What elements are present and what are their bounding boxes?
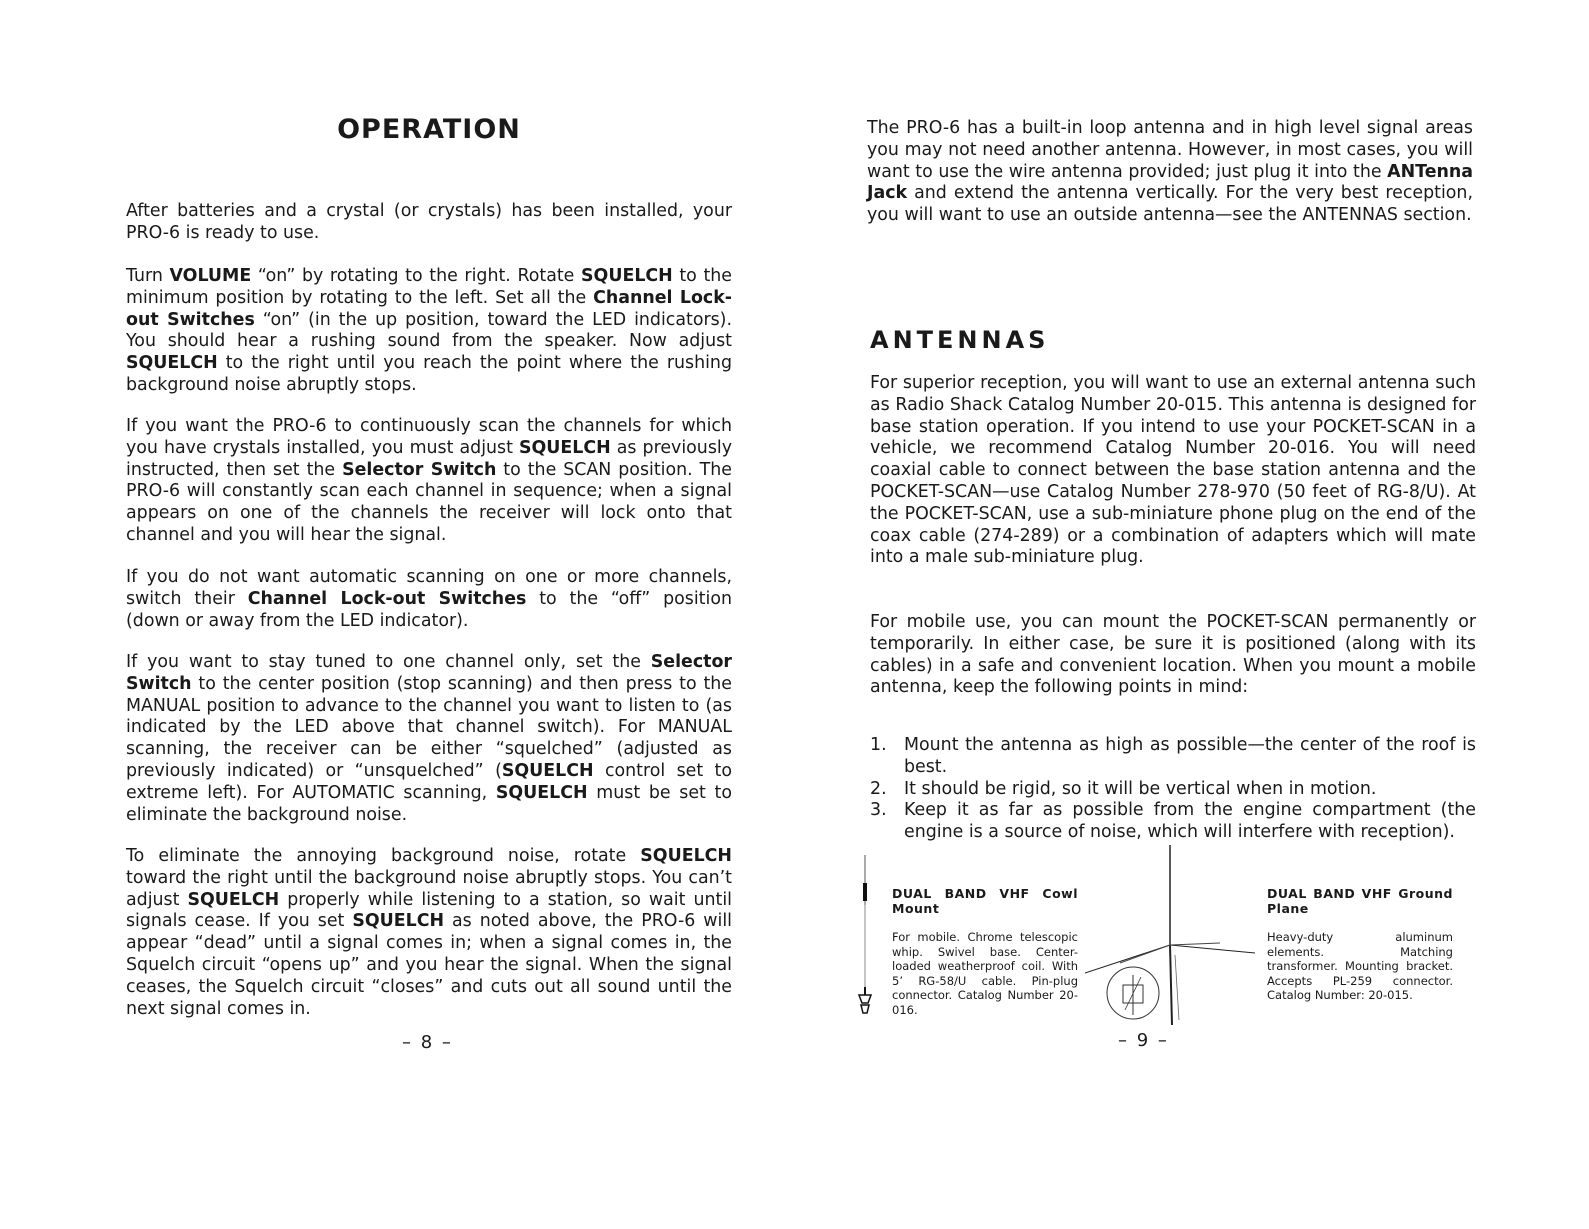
operation-paragraph-6: To eliminate the annoying background noise, rotate SQUELCH toward the right until the background noise abruptly stops. You can’t adjust SQUELCH properly while listening to a station, so wait until signals cease. If you set SQUELCH as noted above, the PRO-6 will appear “dead” until a signal comes in; when a signal comes in, the Squelch circuit “opens up” and you hear the signal. When the signal ceases, the Squelch circuit “closes” and cuts out all sound until the next signal comes in. — [126, 846, 732, 1019]
page-number-right: – 9 – — [1118, 1030, 1169, 1051]
caption-ground-plane-title: DUAL BAND VHF Ground Plane — [1267, 886, 1453, 916]
list-item — [870, 735, 1476, 779]
antennas-paragraph-1: For superior reception, you will want to use an external antenna such as Radio Shack Catalog Number 20-015. This antenna is designed for base station operation. If you intend to use your POCKET-SCAN in a vehicle, we recommend Catalog Number 20-016. You will need coaxial cable to connect between the base station antenna and the POCKET-SCAN—use Catalog Number 278-970 (50 feet of RG-8/U). At the POCKET-SCAN, use a sub-miniature phone plug on the end of the coax cable (274-289) or a combination of adapters which will mate into a male sub-miniature plug. — [870, 373, 1476, 568]
operation-paragraph-3: If you want the PRO-6 to continuously scan the channels for which you have crystals installed, you must adjust SQUELCH as previously instructed, then set the Selector Switch to the SCAN position. The PRO-6 will constantly scan each channel in sequence; when a signal appears on one of the channels the receiver will lock onto that channel and you will hear the signal. — [126, 416, 733, 545]
caption-cowl-mount-body: For mobile. Chrome telescopic whip. Swivel base. Center-loaded weatherproof coil. With 5’ RG-58/U cable. Pin-plug connector. Catalog Number 20-016. — [892, 930, 1078, 1017]
list-number: 1. — [870, 735, 887, 755]
operation-paragraph-2: Turn VOLUME “on” by rotating to the right. Rotate SQUELCH to the minimum position by rotating to the left. Set all the Channel Lock-out Switches “on” (in the up position, toward the LED indicators). You should hear a rushing sound from the speaker. Now adjust SQUELCH to the right until you reach the point where the rushing background noise abruptly stops. — [126, 266, 733, 395]
list-text: Keep it as far as possible from the engine compartment (the engine is a source of noise, which will interfere with reception). — [904, 800, 1476, 843]
caption-cowl-mount — [892, 886, 1078, 1018]
list-number: 3. — [870, 800, 887, 821]
operation-paragraph-1: After batteries and a crystal (or crystals) has been installed, your PRO-6 is ready to use. — [126, 201, 732, 243]
caption-ground-plane — [1267, 886, 1453, 1003]
page-number-left: – 8 – — [402, 1032, 453, 1053]
cowl-mount-whip-antenna-drawing — [855, 855, 875, 1020]
antenna-intro-paragraph: The PRO-6 has a built-in loop antenna and in high level signal areas you may not need another antenna. However, in most cases, you will want to use the wire antenna provided; just plug it into the ANTenna Jack and extend the antenna vertically. For the very best reception, you will want to use an outside antenna—see the ANTENNAS section. — [867, 118, 1473, 226]
list-number: 2. — [870, 778, 887, 799]
caption-ground-plane-body: Heavy-duty aluminum elements. Matching transformer. Mounting bracket. Accepts PL-259 connector. Catalog Number: 20-015. — [1267, 930, 1453, 1003]
list-text: It should be rigid, so it will be vertical when in motion. — [904, 778, 1377, 799]
heading-operation: OPERATION — [337, 114, 521, 145]
operation-paragraph-4: If you do not want automatic scanning on one or more channels, switch their Channel Lock-out Switches to the “off” position (down or away from the LED indicator). — [126, 567, 732, 631]
caption-cowl-mount-title: DUAL BAND VHF Cowl Mount — [892, 886, 1078, 916]
heading-antennas: ANTENNAS — [870, 326, 1050, 354]
operation-paragraph-5: If you want to stay tuned to one channel only, set the Selector Switch to the center position (stop scanning) and then press to the MANUAL position to advance to the channel you want to listen to (as indicated by the LED above that channel switch). For MANUAL scanning, the receiver can be either “squelched” (adjusted as previously indicated) or “unsquelched” (SQUELCH control set to extreme left). For AUTOMATIC scanning, SQUELCH must be set to eliminate the background noise. — [126, 652, 733, 825]
list-item — [870, 779, 1476, 801]
ground-plane-antenna-drawing — [1085, 845, 1265, 1035]
list-item — [870, 800, 1476, 844]
mounting-tips-list — [870, 735, 1476, 844]
antennas-paragraph-2: For mobile use, you can mount the POCKET-SCAN permanently or temporarily. In either case, be sure it is positioned (along with its cables) in a safe and convenient location. When you mount a mobile antenna, keep the following points in mind: — [870, 612, 1476, 698]
list-text: Mount the antenna as high as possible—the center of the roof is best. — [904, 735, 1476, 777]
